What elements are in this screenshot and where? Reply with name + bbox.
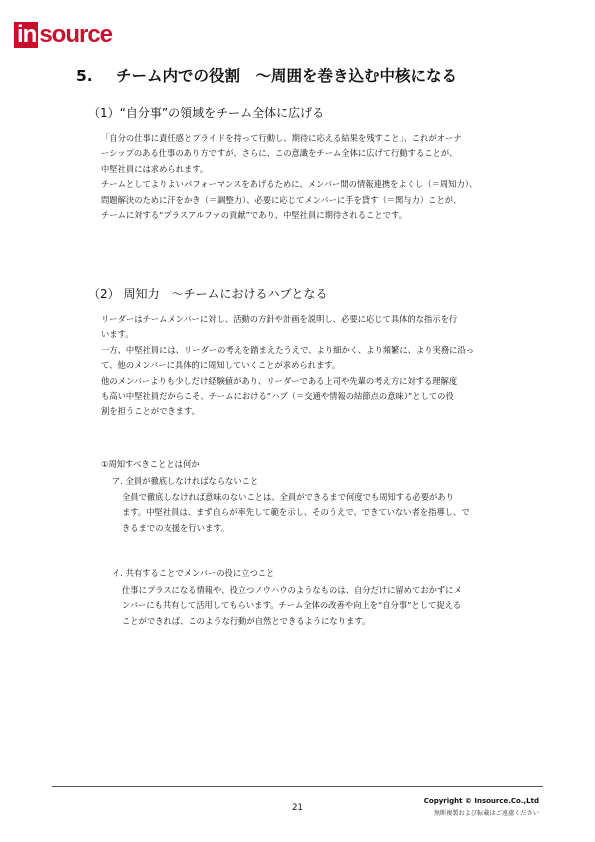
footer-divider xyxy=(52,786,543,787)
section2-heading: （2） 周知力 ～チームにおけるハブとなる xyxy=(88,287,328,301)
item-b-line: ンバーにも共有して活用してもらいます。チーム全体の改善や向上を“自分事”として捉える xyxy=(122,600,462,611)
section1-line: 問題解決のために汗をかき（＝調整力）、必要に応じてメンバーに手を貸す（＝関与力）ことが、 xyxy=(101,194,462,205)
section1-body xyxy=(101,131,531,223)
item-b-body xyxy=(122,583,552,629)
section2-line: 割を担うことができます。 xyxy=(101,406,200,417)
item-a-heading: ア. 全員が徹底しなければならないこと xyxy=(112,476,259,486)
logo-wordmark: source xyxy=(39,21,113,48)
section2-line: て、他のメンバーに具体的に周知していくことが求められます。 xyxy=(101,360,341,371)
chapter-title-text: チーム内での役割 ～周囲を巻き込む中核になる xyxy=(116,67,458,85)
item-b-line: 仕事にプラスになる情報や、役立つノウハウのようなものは、自分だけに留めておかずにメ xyxy=(122,585,462,595)
item-a-body xyxy=(122,490,552,536)
section2-body xyxy=(101,312,531,420)
insource-logo xyxy=(14,22,112,48)
chapter-title xyxy=(76,64,576,88)
item-a-line: きるまでの支援を行います。 xyxy=(122,522,230,533)
item-b-line: ことができれば、このような行動が自然とできるようになります。 xyxy=(122,615,371,626)
section2-line: います。 xyxy=(101,329,134,340)
sub-heading-what-to-share: ①周知すべきこととは何か xyxy=(101,459,200,469)
section1-heading: （1）“自分事”の領域をチーム全体に広げる xyxy=(88,106,325,120)
section1-line: 中堅社員には求められます。 xyxy=(101,163,209,174)
section1-line: ーシップのある仕事のあり方ですが、さらに、この意識をチーム全体に広げて行動することが、 xyxy=(101,148,458,159)
item-b-heading: イ. 共有することでメンバーの役に立つこと xyxy=(112,568,275,578)
section2-line: 一方、中堅社員には、リーダーの考えを踏まえたうえで、より細かく、より頻繁に、より実務に沿っ xyxy=(101,344,475,355)
chapter-number: 5. xyxy=(76,67,93,85)
section1-line: チームとしてよりよいパフォーマンスをあげるために、メンバー間の情報連携をよくし（＝周知力）、 xyxy=(101,179,478,190)
item-a-line: 全員で徹底しなければ意味のないことは、全員ができるまで何度でも周知する必要があり xyxy=(122,492,454,502)
reproduction-notice: 無断複製および転載はご遠慮ください xyxy=(433,810,539,817)
section2-line: 他のメンバーよりも少しだけ経験値があり、リーダーである上司や先輩の考え方に対する理解度 xyxy=(101,375,458,386)
page-number: 21 xyxy=(292,803,303,813)
section1-line: チームに対する“プラスアルファの貢献”であり、中堅社員に期待されることです。 xyxy=(101,209,407,220)
section2-line: リーダーはチームメンバーに対し、活動の方針や計画を説明し、必要に応じて具体的な指示を行 xyxy=(101,314,458,324)
logo-in-mark: in xyxy=(14,22,38,48)
item-a-line: ます。中堅社員は、まず自らが率先して範を示し、そのうえで、できていない者を指導し、で xyxy=(122,507,470,518)
section2-line: も高い中堅社員だからこそ、チームにおける“ハブ（＝交通や情報の結節点の意味）”としての役 xyxy=(101,390,454,401)
section1-line: 「自分の仕事に責任感とプライドを持って行動し、期待に応える結果を残すこと」、これがオーナ xyxy=(101,133,462,143)
copyright-text: Copyright © Insource.Co.,Ltd xyxy=(423,797,539,805)
